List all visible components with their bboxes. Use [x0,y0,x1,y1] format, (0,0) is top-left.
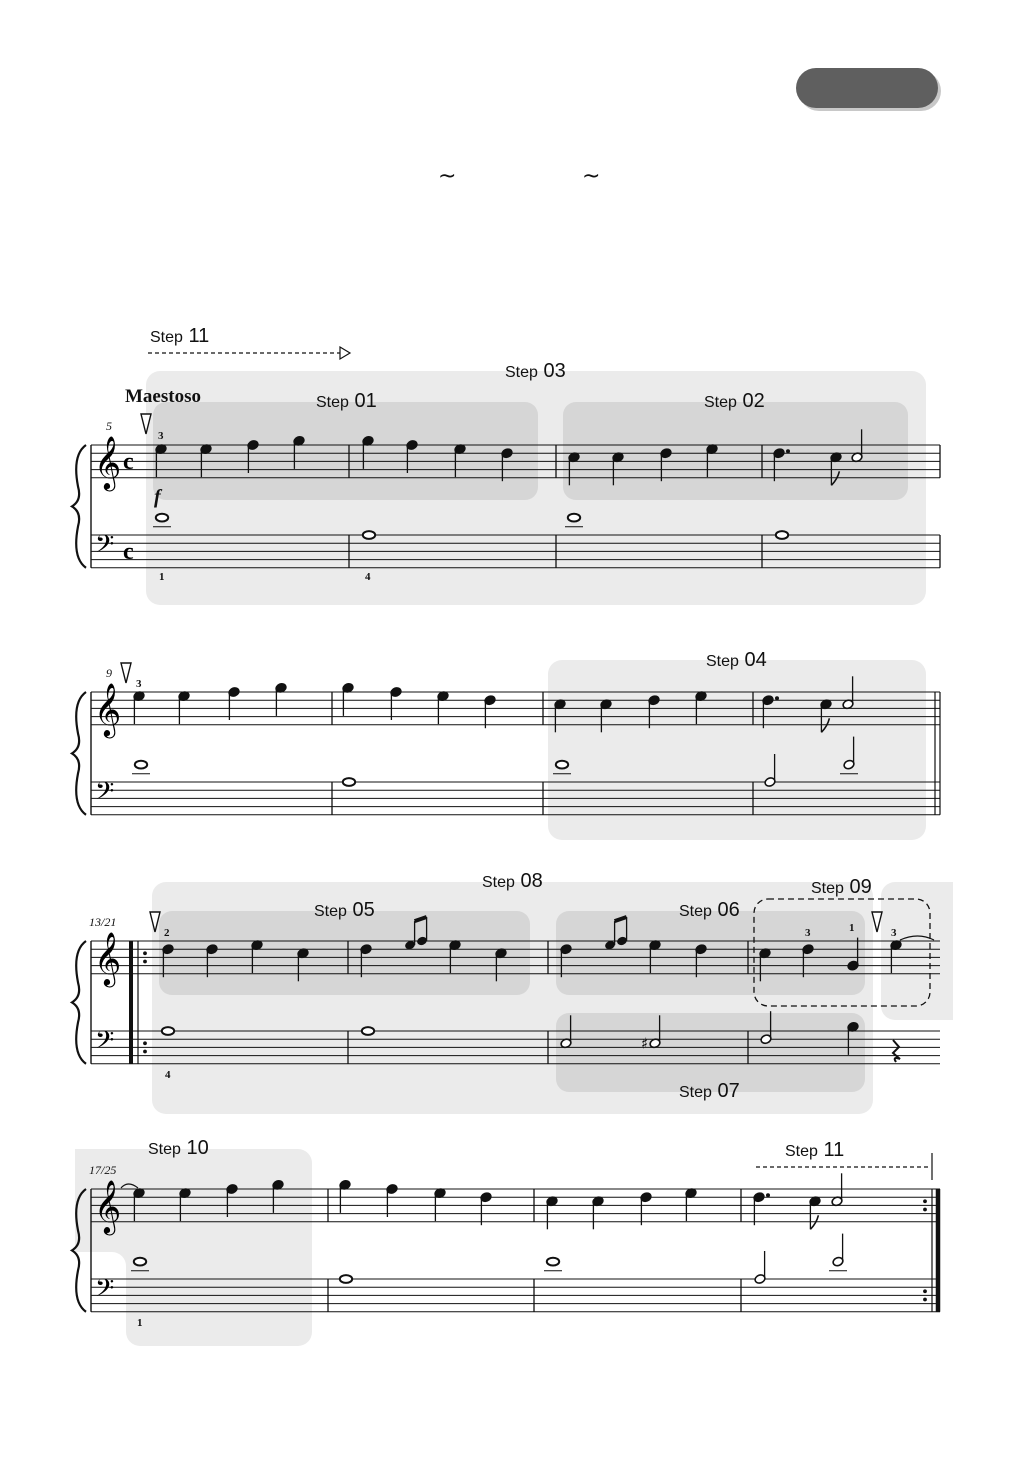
fingering-1: 3 [158,430,164,442]
whole-note [135,761,147,769]
quarter-note [685,1188,697,1221]
end-repeat-dot [923,1289,927,1293]
step-03-label: Step 03 [505,360,566,382]
treble-clef: 𝄞 [94,931,122,985]
end-repeat-dot [923,1298,927,1302]
quarter-note [480,1192,492,1225]
quarter-note [809,1196,821,1229]
tempo-marking: Maestoso [125,386,201,407]
fingering-7: 3 [805,927,811,939]
fingering-3: 4 [365,571,371,583]
measure-number-3: 13/21 [89,915,117,929]
augmentation-dot [775,696,779,700]
bass-clef: 𝄢 [95,530,115,565]
whole-note [556,761,568,769]
whole-note [340,1275,352,1283]
whole-note [343,778,355,786]
breath-mark [872,912,882,932]
fingering-5: 2 [164,927,170,939]
quarter-note [484,695,496,728]
fingering-8: 1 [849,922,855,934]
bass-clef: 𝄢 [95,1026,115,1061]
step-07-label: Step 07 [679,1080,740,1102]
augmentation-dot [786,449,790,453]
quarter-note [386,1184,398,1217]
quarter-note [546,1196,558,1229]
step-05-label: Step 05 [314,899,375,921]
half-note [831,1173,843,1206]
whole-note [156,514,168,522]
step-highlights [75,371,953,1346]
end-repeat-dot [923,1199,927,1203]
quarter-rest [893,1040,900,1062]
quarter-note [228,687,240,720]
quarter-note [592,1196,604,1229]
step-06-label: Step 06 [679,899,740,921]
end-repeat-dot [923,1208,927,1212]
fingering-4: 3 [136,678,142,690]
repeat-dot [143,1050,147,1054]
step-10-label: Step 10 [148,1137,209,1159]
whole-note [363,531,375,539]
time-signature-treble: c [123,449,134,475]
sharp-sign: ♯ [641,1034,649,1053]
step-11-arrow-a [148,347,350,359]
quarter-note [342,682,354,715]
half-note [754,1251,766,1284]
quarter-note [178,691,190,724]
whole-note [134,1258,146,1266]
repeat-dot [143,951,147,955]
time-signature-bass: c [123,539,134,565]
quarter-note [434,1188,446,1221]
measure-number-1: 5 [106,419,112,433]
step-02-box [563,402,908,500]
brace [72,941,86,1064]
treble-clef: 𝄞 [94,682,122,736]
fingering-2: 1 [159,571,165,583]
quarter-note [640,1192,652,1225]
whole-note [568,514,580,522]
dynamic-marking: f [154,486,161,508]
whole-note [162,1027,174,1035]
step-01-label: Step 01 [316,390,377,412]
whole-note [362,1027,374,1035]
step-04-box [548,660,926,840]
bass-clef: 𝄢 [95,1274,115,1309]
step-04-label: Step 04 [706,649,767,671]
quarter-note [275,682,287,715]
quarter-note [437,691,449,724]
repeat-dot [143,960,147,964]
measure-number-4: 17/25 [89,1163,117,1177]
brace [72,445,86,568]
step-11-a-label: Step 11 [150,325,210,347]
quarter-note [133,691,145,724]
step-08-label: Step 08 [482,870,543,892]
whole-note [776,531,788,539]
treble-clef: 𝄞 [94,435,122,489]
fingering-9: 3 [891,927,897,939]
fingering-10: 1 [137,1317,143,1329]
treble-clef: 𝄞 [94,1179,122,1233]
bass-clef: 𝄢 [95,777,115,812]
whole-note [547,1258,559,1266]
breath-mark [121,663,131,683]
quarter-note [339,1179,351,1212]
step-11-b-label: Step 11 [785,1139,845,1161]
step-06-box [556,911,865,995]
header-tilde-left: ~ [438,164,457,189]
header-tilde-right: ~ [582,164,601,189]
repeat-dot [143,1041,147,1045]
fingering-6: 4 [165,1069,171,1081]
half-note [832,1234,844,1267]
quarter-note [390,687,402,720]
step-02-label: Step 02 [704,390,765,412]
quarter-note [753,1192,765,1225]
augmentation-dot [766,1193,770,1197]
measure-number-2: 9 [106,666,112,680]
step-09-label: Step 09 [811,876,872,898]
brace [72,692,86,815]
